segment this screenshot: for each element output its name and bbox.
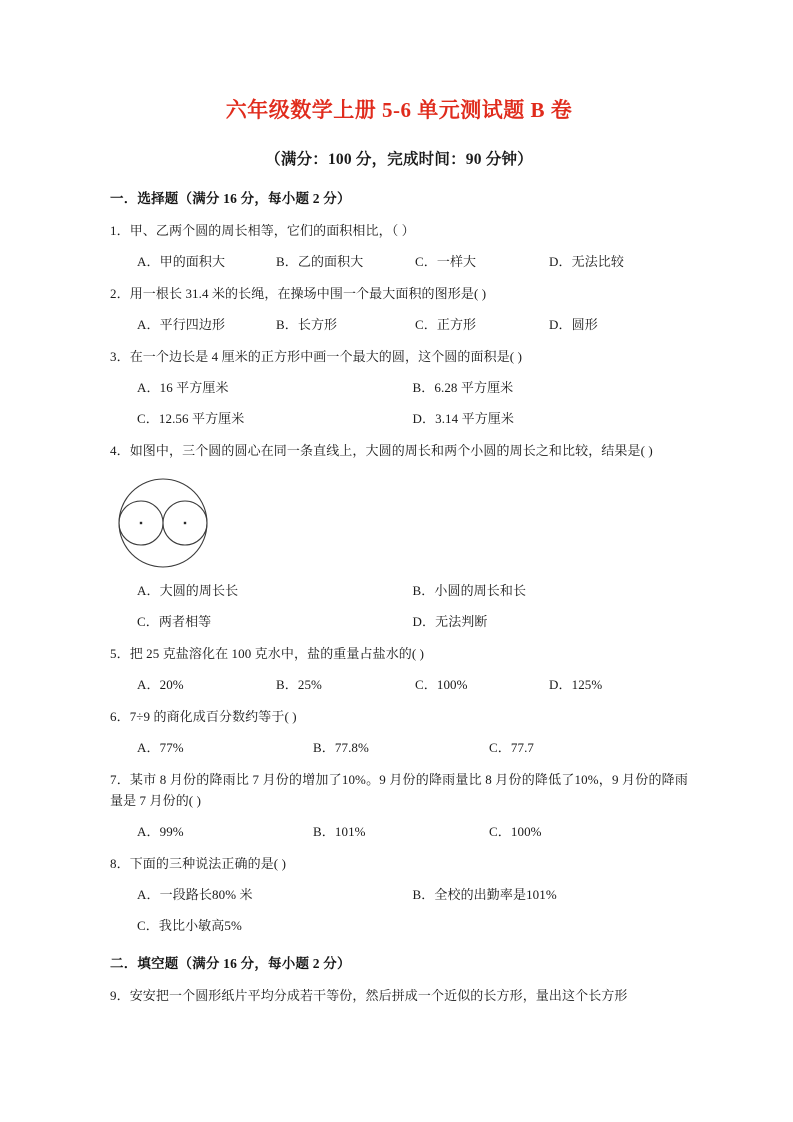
option-6-B[interactable]: B．77.8% <box>313 740 369 755</box>
option-4-A[interactable]: A．大圆的周长长 <box>137 583 239 598</box>
option-1-D[interactable]: D．无法比较 <box>549 254 624 269</box>
option-4-C[interactable]: C．两者相等 <box>137 614 212 629</box>
question-stem-9: 9．安安把一个圆形纸片平均分成若干等份，然后拼成一个近似的长方形，量出这个长方形 <box>110 988 628 1003</box>
question-stem-8: 8．下面的三种说法正确的是( ) <box>110 856 287 871</box>
page-title: 六年级数学上册 5-6 单元测试题 B 卷 <box>225 98 573 122</box>
option-row-3a <box>110 367 688 398</box>
three-circles-diagram <box>118 473 318 573</box>
option-row-2 <box>110 304 688 335</box>
question-stem-4: 4．如图中，三个圆的圆心在同一条直线上，大圆的周长和两个小圆的周长之和比较，结果是( ) <box>110 443 653 458</box>
option-row-4a <box>110 573 688 601</box>
option-5-C[interactable]: C．100% <box>414 677 468 692</box>
option-4-D[interactable]: D．无法判断 <box>412 614 488 629</box>
option-3-B[interactable]: B．6.28 平方厘米 <box>412 380 514 395</box>
option-3-C[interactable]: C．12.56 平方厘米 <box>137 411 245 426</box>
question-stem-3: 3．在一个边长是 4 厘米的正方形中画一个最大的圆，这个圆的面积是( ) <box>110 349 523 364</box>
option-7-C[interactable]: C．100% <box>489 824 542 839</box>
option-2-C[interactable]: C．正方形 <box>414 317 477 332</box>
option-2-A[interactable]: A．平行四边形 <box>137 317 226 332</box>
option-8-B[interactable]: B．全校的出勤率是101% <box>412 887 557 902</box>
question-stem-1: 1．甲、乙两个圆的周长相等，它们的面积相比，（ ） <box>110 223 415 238</box>
option-8-A[interactable]: A．一段路长80% 米 <box>137 887 253 902</box>
question-stem-5: 5．把 25 克盐溶化在 100 克水中，盐的重量占盐水的( ) <box>110 646 425 661</box>
option-5-A[interactable]: A．20% <box>137 677 184 692</box>
option-row-5 <box>110 664 688 695</box>
option-row-7 <box>110 811 688 842</box>
question-stem-7: 7．某市 8 月份的降雨比 7 月份的增加了10%。9 月份的降雨量比 8 月份的降低了10%，9 月份的降雨量是 7 月份的( ) <box>110 772 688 808</box>
page-subtitle: （满分：100 分，完成时间：90 分钟） <box>265 151 533 168</box>
question-stem-6: 6．7÷9 的商化成百分数约等于( ) <box>110 709 297 724</box>
section-heading-fill: 二．填空题（满分 16 分，每小题 2 分） <box>110 956 351 971</box>
option-5-D[interactable]: D．125% <box>549 677 603 692</box>
question-stem-2: 2．用一根长 31.4 米的长绳，在操场中围一个最大面积的图形是( ) <box>110 286 487 301</box>
figure-three-circles <box>110 461 688 573</box>
option-row-1 <box>110 241 688 272</box>
option-4-B[interactable]: B．小圆的周长和长 <box>412 583 527 598</box>
option-8-C[interactable]: C．我比小敏高5% <box>137 918 242 933</box>
option-5-B[interactable]: B．25% <box>275 677 322 692</box>
option-row-3b <box>110 398 688 429</box>
option-row-4b <box>110 601 688 632</box>
section-heading-choice: 一．选择题（满分 16 分，每小题 2 分） <box>110 191 351 206</box>
option-2-B[interactable]: B．长方形 <box>275 317 338 332</box>
option-7-B[interactable]: B．101% <box>313 824 366 839</box>
option-6-A[interactable]: A．77% <box>137 740 184 755</box>
option-1-C[interactable]: C．一样大 <box>414 254 477 269</box>
option-6-C[interactable]: C．77.7 <box>489 740 535 755</box>
option-row-6 <box>110 727 688 758</box>
option-3-D[interactable]: D．3.14 平方厘米 <box>412 411 514 426</box>
option-1-B[interactable]: B．乙的面积大 <box>275 254 364 269</box>
center-dot-right <box>184 522 186 524</box>
option-row-8b <box>110 905 688 936</box>
center-dot-left <box>140 522 142 524</box>
option-3-A[interactable]: A．16 平方厘米 <box>137 380 229 395</box>
option-row-8a <box>110 874 688 905</box>
option-1-A[interactable]: A．甲的面积大 <box>137 254 226 269</box>
option-2-D[interactable]: D．圆形 <box>549 317 598 332</box>
option-7-A[interactable]: A．99% <box>137 824 184 839</box>
